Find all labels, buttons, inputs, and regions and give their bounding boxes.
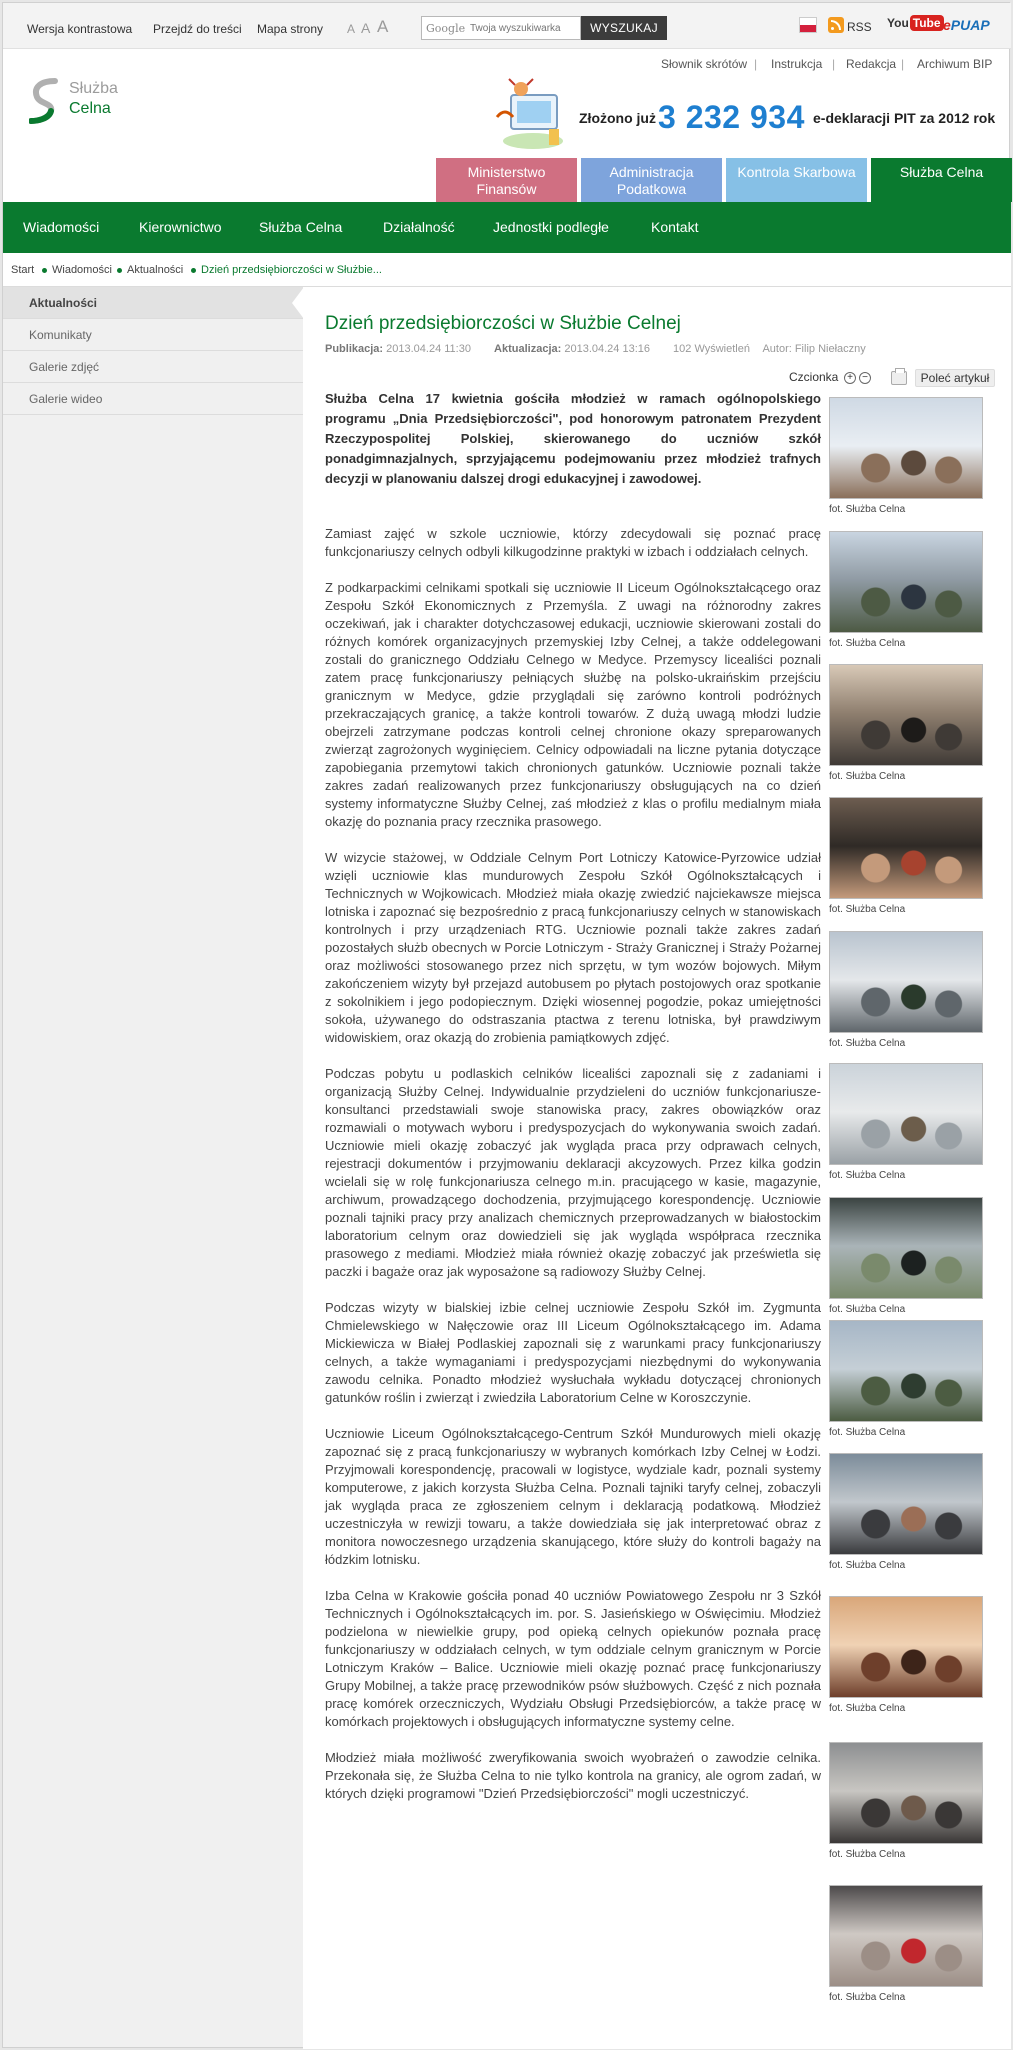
photo-thumbnail[interactable] [829,1742,983,1844]
breadcrumb-separator-icon [42,268,47,273]
skip-to-content-link[interactable]: Przejdź do treści [153,22,242,36]
article-meta [325,343,866,355]
logo-text-line2: Celna [69,100,111,117]
pit-counter-prefix: Złożono już [579,110,656,126]
sidebar-item-komunikaty[interactable] [3,319,303,351]
breadcrumb-wiadomosci[interactable]: Wiadomości [52,264,112,276]
sidebar-item-label: Galerie zdjęć [29,360,100,374]
update-label: Aktualizacja: [494,343,562,355]
update-date: 2013.04.24 13:16 [564,343,650,355]
bip-archive-link[interactable]: Archiwum BIP [917,57,993,71]
contrast-version-link[interactable]: Wersja kontrastowa [27,22,133,36]
logo-emblem-icon [29,77,65,127]
photo-thumbnail[interactable] [829,664,983,766]
search-input[interactable] [470,20,578,36]
glossary-link[interactable]: Słownik skrótów [661,57,748,71]
breadcrumb [3,253,1011,287]
article-paragraph: Zamiast zajęć w szkole uczniowie, którzy zdecydowali się poznać pracę funkcjonariuszy celnych odbyli kilkugodzinne praktyki w izbach i oddziałach celnych. [325,526,821,559]
separator: | [832,57,836,71]
breadcrumb-aktualnosci[interactable]: Aktualności [127,264,184,276]
publication-label: Publikacja: [325,343,384,355]
article-body [325,389,821,1821]
logo-text-line1: Służba [69,80,118,97]
photo-caption: fot. Służba Celna [829,1170,906,1181]
breadcrumb-separator-icon [191,268,196,273]
font-decrease-icon[interactable]: − [859,372,871,384]
separator: | [901,57,905,71]
rss-link[interactable]: RSS [847,20,872,34]
photo-caption: fot. Służba Celna [829,638,906,649]
sidebar-item-label: Aktualności [29,296,98,310]
article-paragraph: Podczas wizyty w bialskiej izbie celnej uczniowie Zespołu Szkół im. Zygmunta Chmielewskiego w Nałęczowie oraz III Liceum Ogólnokształcącego im. Adama Mickiewicza w Białej Podlaskiej zapoznali się z warunkami pracy funkcjonariuszy celnych, a także wymaganiami i predyspozycjami niezbędnymi do wykonywania zawodu celnika. Ponadto młodzież wysłuchała wykładu dotyczącej chronionych gatunków roślin i zwierząt i zwiedziła Laboratorium Celne w Koroszczynie. [325,1300,821,1405]
rss-icon[interactable] [828,17,844,33]
breadcrumb-start[interactable]: Start [11,264,35,276]
photo-thumbnail[interactable] [829,1596,983,1698]
tab-ministerstwo-finansow[interactable]: Ministerstwo Finansów [436,158,577,202]
pit-mascot-icon [491,77,575,155]
author: Autor: Filip Niełaczny [762,343,866,355]
youtube-tube: Tube [910,15,944,31]
photo-thumbnail[interactable] [829,1453,983,1555]
article-paragraph: Uczniowie Liceum Ogólnokształcącego-Centrum Szkół Mundurowych mieli okazję zapoznać się z pracą funkcjonariuszy w wybranych komórkach Izby Celnej w Łodzi. Przyjmowali korespondencję, pracowali w logistyce, wydziale kadr, poznali systemy komputerowe, z jakich korzysta Służba Celna. Poznali tajniki taryfy celnej, zobaczyli jak wygląda praca ze zgłoszeniem celnym i deklaracją podatkową. Młodzież uczestniczyła w rewizji towaru, a także dowiedziała się jak interpretować obraz z monitora nowoczesnego urządzenia skanującego, które służy do kontroli bagaży na łódzkim lotnisku. [325,1426,821,1567]
youtube-you: You [887,16,909,30]
photo-caption: fot. Służba Celna [829,1038,906,1049]
nav-dzialalnosc[interactable]: Działalność [383,219,455,235]
photo-caption: fot. Służba Celna [829,504,906,515]
instruction-link[interactable]: Instrukcja [771,57,823,71]
pit-counter-value: 3 232 934 [658,99,805,135]
pit-counter-suffix: e-deklaracji PIT za 2012 rok [813,110,996,126]
sidebar-item-label: Komunikaty [29,328,92,342]
sidebar-item-galerie-zdjec[interactable] [3,351,303,383]
photo-thumbnail[interactable] [829,531,983,633]
article-lead: Służba Celna 17 kwietnia gościła młodzież w ramach ogólnopolskiego programu „Dnia Przedsiębiorczości", pod honorowym patronatem Prezydent Rzeczypospolitej Polskiej, skierowanego do uczniów szkół ponadgimnazjalnych, sprzyjającemu podejmowaniu przez młodzież trafnych decyzji w planowaniu dalszej drogi edukacyjnej i zawodowej. [325,391,821,486]
photo-caption: fot. Służba Celna [829,1849,906,1860]
epuap-text: PUAP [950,17,990,33]
nav-kontakt[interactable]: Kontakt [651,219,699,235]
nav-kierownictwo[interactable]: Kierownictwo [139,219,222,235]
epuap-logo[interactable] [943,17,990,33]
photo-caption: fot. Służba Celna [829,1560,906,1571]
photo-thumbnail[interactable] [829,1063,983,1165]
photo-thumbnail[interactable] [829,1197,983,1299]
article-paragraph: Podczas pobytu u podlaskich celników licealiści zapoznali się z zadaniami i organizacją Służby Celnej. Indywidualnie przydzieleni do uczniów funkcjonariusze-konsultanci przedstawiali swoje stanowiska pracy, zakres obowiązków oraz rozmawiali o motywach wyboru i predyspozycjach do wykonywania swoich zadań. Uczniowie mieli okazję zobaczyć jak wygląda praca przy odprawach celnych, rejestracji dokumentów i przyjmowaniu deklaracji akcyzowych. Przez kilka godzin wcielali się w rolę funkcjonariusza celnego m.in. pracującego w kasie, magazynie, archiwum, prowadzącego dochodzenia, przyjmującego korespondencję. Uczniowie poznali tajniki pracy przy analizach chemicznych przeprowadzanych w białostockim laboratorium celnym oraz dowiedzieli się jak wygląda współpraca rzecznika prasowego z mediami. Młodzież miała również okazję zobaczyć jak prześwietla się paczki i bagaże oraz jak wyposażone są radiowozy Służby Celnej. [325,1066,821,1279]
main-content [303,287,1011,2049]
nav-sluzba-celna[interactable]: Służba Celna [259,219,343,235]
article-title: Dzień przedsiębiorczości w Służbie Celnej [325,313,681,334]
nav-wiadomosci[interactable]: Wiadomości [23,219,100,235]
publication-date: 2013.04.24 11:30 [386,343,471,355]
photo-thumbnail[interactable] [829,797,983,899]
main-navigation [3,202,1011,253]
breadcrumb-separator-icon [117,268,122,273]
views-count: 102 Wyświetleń [673,343,750,355]
photo-caption: fot. Służba Celna [829,1703,906,1714]
epuap-e: e [943,17,951,33]
nav-jednostki-podlegle[interactable]: Jednostki podległe [493,219,609,235]
article-paragraph: Młodzież miała możliwość zweryfikowania swoich wyobrażeń o zawodzie celnika. Przekonała się, że Służba Celna to nie tylko kontrola na granicy, ale ogrom zadań, w których dzięki programowi "Dzień Przedsiębiorczości" mogli uczestniczyć. [325,1750,821,1801]
article-paragraph: Z podkarpackimi celnikami spotkali się uczniowie II Liceum Ogólnokształcącego oraz Zespołu Szkół Ekonomicznych z Przemyśla. Z uwagi na różnorodny zakres oczekiwań, jak i charakter dotychczasowej edukacji, uczniowie skierowani zostali do różnych komórek organizacyjnych przemyskiej Izby Celnej, a także oddelegowani zostali do granicznego Oddziału Celnego w Medyce. Przemyscy licealiści poznali zatem pracę funkcjonariuszy pełniących służbę na polsko-ukraińskim przejściu granicznym w Medyce, gdzie przyglądali się zarówno kontroli podróżnych przekraczających granicę, a także kontroli towarów. Z dużą uwagą młodzi ludzie obejrzeli zatrzymane podczas kontroli celnej chronione okazy spreparowanych zwierząt zagrożonych wyginięciem. Celnicy odpowiadali na liczne pytania dotyczące zapobiegania przemytowi takich chronionych gatunków. Uczniowie poznali także zakres zadań realizowanych przez funkcjonariuszy obsługujących na co dzień systemy informatyczne Służby Celnej, zaś młodzież z klas o profilu medialnym miała okazję do poznania pracy rzecznika prasowego. [325,580,821,829]
font-size-small[interactable]: A [347,22,356,36]
editorial-link[interactable]: Redakcja [846,57,897,71]
font-size-medium[interactable]: A [361,20,371,36]
recommend-article-button[interactable]: Poleć artykuł [915,369,995,387]
photo-thumbnail[interactable] [829,1320,983,1422]
photo-caption: fot. Służba Celna [829,904,906,915]
site-logo[interactable] [29,77,121,129]
sidebar-item-label: Galerie wideo [29,392,103,406]
photo-thumbnail[interactable] [829,397,983,499]
google-logo: Google [426,22,466,35]
search-button[interactable]: WYSZUKAJ [581,16,667,40]
photo-caption: fot. Służba Celna [829,1992,906,2003]
font-size-large[interactable]: A [377,17,389,36]
tab-administracja-podatkowa[interactable]: Administracja Podatkowa [581,158,722,202]
sidebar-item-galerie-wideo[interactable] [3,383,303,415]
sidebar [3,287,303,2047]
photo-caption: fot. Służba Celna [829,1427,906,1438]
youtube-icon[interactable] [887,16,944,30]
breadcrumb-current: Dzień przedsiębiorczości w Służbie... [201,264,382,276]
font-increase-icon[interactable]: + [844,372,856,384]
search-box [421,16,581,40]
site-map-link[interactable]: Mapa strony [257,22,324,36]
top-bar [3,3,1011,49]
separator: | [754,57,758,71]
print-icon[interactable] [891,371,907,385]
article-paragraph: Izba Celna w Krakowie gościła ponad 40 uczniów Powiatowego Zespołu nr 3 Szkół Technicznych i Ogólnokształcących im. por. S. Jasieńskiego w Oświęcimiu. Młodzież podzielona w niewielkie grupy, pod opieką celnych opiekunów poznała pracę funkcjonariuszy w oddziałach celnych, w tym oddziale celnym granicznym w Porcie Lotniczym Kraków – Balice. Uczniowie mieli okazję poznać pracę funkcjonariuszy Grupy Mobilnej, a także pracę przewodników psów służbowych. Część z nich poznała pracę komórek orzeczniczych, Wydziału Obsługi Przedsiębiorców, a także pracę w komórkach projektowych i obsługujących informatyczne systemy celne. [325,1588,821,1729]
page-frame [2,2,1010,2048]
polish-flag-icon[interactable] [799,17,817,33]
photo-thumbnail[interactable] [829,1885,983,1987]
font-size-label: Czcionka [789,370,839,384]
sidebar-item-aktualnosci[interactable] [3,287,303,319]
photo-thumbnail[interactable] [829,931,983,1033]
photo-caption: fot. Służba Celna [829,1304,906,1315]
tab-sluzba-celna[interactable]: Służba Celna [871,158,1012,202]
article-paragraph: W wizycie stażowej, w Oddziale Celnym Port Lotniczy Katowice-Pyrzowice udział wzięli uczniowie klas mundurowych Zespołu Szkół Ogólnokształcących i Technicznych w Wojkowicach. Młodzież miała okazję zwiedzić najciekawsze miejsca lotniska i zapoznać się bezpośrednio z pracą funkcjonariuszy celnych w stanowiskach kontrolnych i przy urządzeniach RTG. Uczniowie poznali także zakres zadań pozostałych służb obecnych w Porcie Lotniczym - Straży Granicznej i Straży Pożarnej oraz możliwości stosowanego przez nich sprzętu, w tym wozów bojowych. Miłym zakończeniem wizyty był przejazd autobusem po płytach postojowych oraz spotkanie z sokolnikiem i jego podopiecznym. Dzięki wiosennej pogodzie, pokaz umiejętności sokoła, używanego do odstraszania ptactwa z terenu lotniska, był prawdziwym widowiskiem, oraz okazją do zrobienia pamiątkowych zdjęć. [325,850,821,1045]
tab-kontrola-skarbowa[interactable]: Kontrola Skarbowa [726,158,867,202]
photo-caption: fot. Służba Celna [829,771,906,782]
